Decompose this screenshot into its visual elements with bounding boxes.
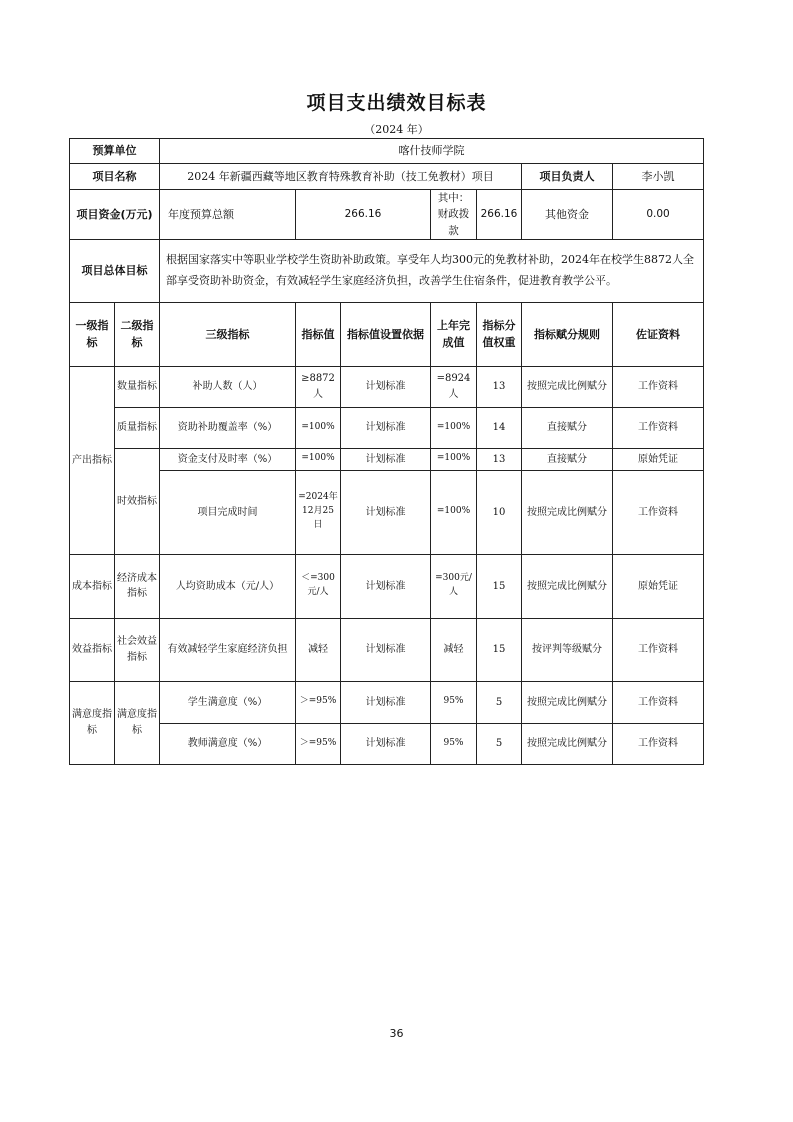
prev-cell: =100% (431, 470, 477, 554)
table-row (70, 448, 704, 470)
prev-cell: 95% (431, 723, 477, 764)
evidence-cell: 原始凭证 (613, 448, 704, 470)
budget-unit-label: 预算单位 (70, 139, 160, 164)
group-satisfaction: 满意度指标 (70, 681, 115, 764)
annual-total-label: 年度预算总额 (160, 190, 296, 240)
evidence-cell: 工作资料 (613, 407, 704, 448)
value-cell: =100% (296, 407, 341, 448)
project-name-label: 项目名称 (70, 164, 160, 190)
project-leader-value: 李小凯 (613, 164, 704, 190)
col-value: 指标值 (296, 302, 341, 366)
rule-cell: 直接赋分 (522, 448, 613, 470)
table-row (70, 681, 704, 723)
rule-cell: 按照完成比例赋分 (522, 366, 613, 407)
level3-cell: 教师满意度（%） (160, 723, 296, 764)
level2-cell: 时效指标 (115, 448, 160, 554)
project-fund-label: 项目资金(万元) (70, 190, 160, 240)
col-evidence: 佐证资料 (613, 302, 704, 366)
evidence-cell: 工作资料 (613, 618, 704, 681)
project-fund-row (70, 190, 704, 240)
table-row (70, 366, 704, 407)
evidence-cell: 工作资料 (613, 366, 704, 407)
group-output: 产出指标 (70, 366, 115, 554)
basis-cell: 计划标准 (341, 448, 431, 470)
level3-cell: 有效减轻学生家庭经济负担 (160, 618, 296, 681)
value-cell: ＞=95% (296, 723, 341, 764)
group-benefit: 效益指标 (70, 618, 115, 681)
project-name-value: 2024 年新疆西藏等地区教育特殊教育补助（技工免教材）项目 (160, 164, 522, 190)
weight-cell: 15 (477, 618, 522, 681)
fiscal-label: 其中：财政拨款 (431, 190, 477, 240)
rule-cell: 按照完成比例赋分 (522, 470, 613, 554)
col-level1: 一级指标 (70, 302, 115, 366)
year-label: （2024 年） (364, 123, 429, 136)
column-header-row (70, 302, 704, 366)
value-cell: =2024年12月25日 (296, 470, 341, 554)
performance-table (69, 138, 704, 765)
weight-cell: 10 (477, 470, 522, 554)
basis-cell: 计划标准 (341, 618, 431, 681)
col-basis: 指标值设置依据 (341, 302, 431, 366)
rule-cell: 按照完成比例赋分 (522, 681, 613, 723)
table-row (70, 554, 704, 618)
other-funds-label: 其他资金 (522, 190, 613, 240)
basis-cell: 计划标准 (341, 366, 431, 407)
prev-cell: 减轻 (431, 618, 477, 681)
evidence-cell: 原始凭证 (613, 554, 704, 618)
level2-cell: 数量指标 (115, 366, 160, 407)
level2-cell: 社会效益指标 (115, 618, 160, 681)
col-prev: 上年完成值 (431, 302, 477, 366)
overall-goal-row (70, 239, 704, 302)
value-cell: ＞=95% (296, 681, 341, 723)
group-cost: 成本指标 (70, 554, 115, 618)
level3-cell: 学生满意度（%） (160, 681, 296, 723)
prev-cell: =300元/人 (431, 554, 477, 618)
weight-cell: 5 (477, 723, 522, 764)
basis-cell: 计划标准 (341, 407, 431, 448)
fiscal-value: 266.16 (477, 190, 522, 240)
rule-cell: 按照完成比例赋分 (522, 723, 613, 764)
level3-cell: 资助补助覆盖率（%） (160, 407, 296, 448)
table-row (70, 723, 704, 764)
weight-cell: 13 (477, 448, 522, 470)
weight-cell: 5 (477, 681, 522, 723)
level2-cell: 经济成本指标 (115, 554, 160, 618)
table-row (70, 407, 704, 448)
col-level3: 三级指标 (160, 302, 296, 366)
annual-total-value: 266.16 (296, 190, 431, 240)
value-cell: ＜=300元/人 (296, 554, 341, 618)
basis-cell: 计划标准 (341, 554, 431, 618)
table-row (70, 470, 704, 554)
level2-cell: 质量指标 (115, 407, 160, 448)
evidence-cell: 工作资料 (613, 470, 704, 554)
overall-goal-text: 根据国家落实中等职业学校学生资助补助政策。享受年人均300元的免教材补助，2024年在校学生8872人全部享受资助补助资金，有效减轻学生家庭经济负担，改善学生住宿条件，促进教育教学公平。 (160, 239, 704, 302)
prev-cell: 95% (431, 681, 477, 723)
prev-cell: =100% (431, 407, 477, 448)
evidence-cell: 工作资料 (613, 681, 704, 723)
weight-cell: 15 (477, 554, 522, 618)
budget-unit-value: 喀什技师学院 (160, 139, 704, 164)
prev-cell: =8924 人 (431, 366, 477, 407)
col-level2: 二级指标 (115, 302, 160, 366)
basis-cell: 计划标准 (341, 470, 431, 554)
value-cell: ≥8872 人 (296, 366, 341, 407)
weight-cell: 13 (477, 366, 522, 407)
rule-cell: 按评判等级赋分 (522, 618, 613, 681)
budget-unit-row (70, 139, 704, 164)
prev-cell: =100% (431, 448, 477, 470)
overall-goal-label: 项目总体目标 (70, 239, 160, 302)
value-cell: =100% (296, 448, 341, 470)
basis-cell: 计划标准 (341, 681, 431, 723)
evidence-cell: 工作资料 (613, 723, 704, 764)
table-row (70, 618, 704, 681)
weight-cell: 14 (477, 407, 522, 448)
level3-cell: 补助人数（人） (160, 366, 296, 407)
project-leader-label: 项目负责人 (522, 164, 613, 190)
basis-cell: 计划标准 (341, 723, 431, 764)
page-number: 36 (389, 1027, 404, 1040)
rule-cell: 直接赋分 (522, 407, 613, 448)
col-rule: 指标赋分规则 (522, 302, 613, 366)
level3-cell: 项目完成时间 (160, 470, 296, 554)
value-cell: 减轻 (296, 618, 341, 681)
other-funds-value: 0.00 (613, 190, 704, 240)
col-weight: 指标分值权重 (477, 302, 522, 366)
level3-cell: 人均资助成本（元/人） (160, 554, 296, 618)
project-name-row (70, 164, 704, 190)
level2-cell: 满意度指标 (115, 681, 160, 764)
page-title: 项目支出绩效目标表 (306, 92, 487, 114)
level3-cell: 资金支付及时率（%） (160, 448, 296, 470)
rule-cell: 按照完成比例赋分 (522, 554, 613, 618)
